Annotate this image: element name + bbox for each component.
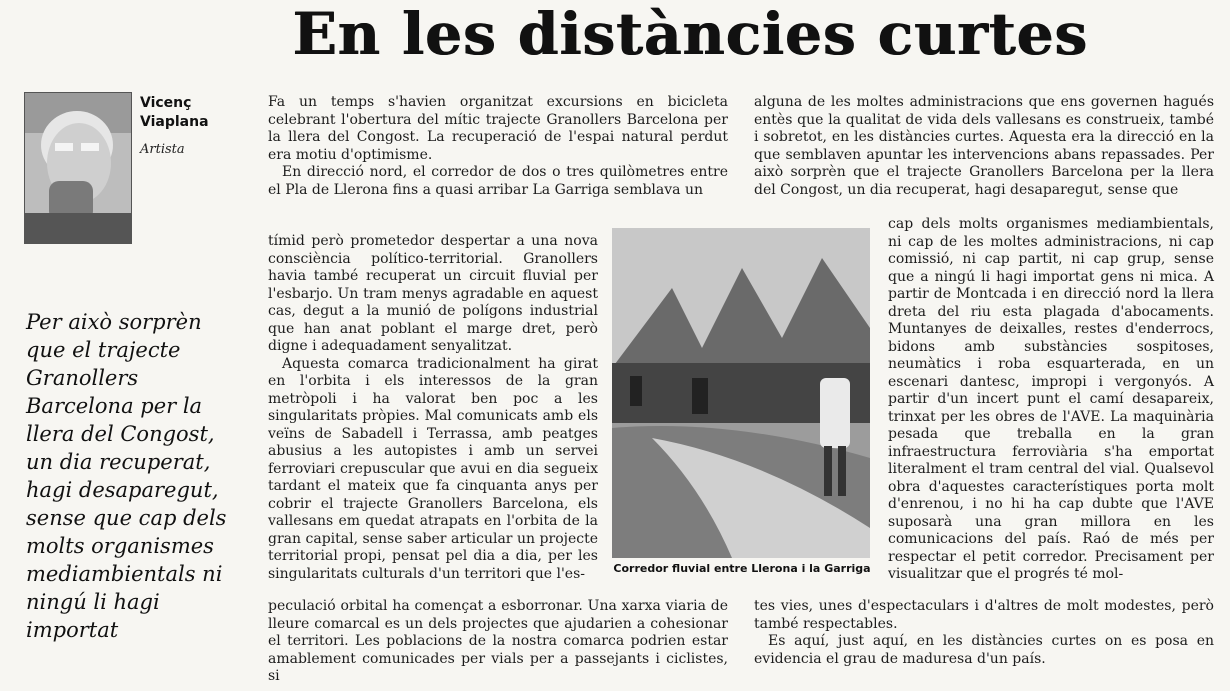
paragraph: Fa un temps s'havien organitzat excursions en bicicleta celebrant l'obertura del mític trajecte Granollers Barcelona per la llera del Congost. La recuperació de l'espai natural perdut era motiu d'optimisme. <box>268 94 728 163</box>
paragraph: Es aquí, just aquí, en les distàncies curtes on es posa en evidencia el grau de maduresa d'un país. <box>754 633 1214 667</box>
author-photo <box>24 92 132 244</box>
river-path-image <box>612 228 870 558</box>
paragraph: alguna de les moltes administracions que ens governen hagués entès que la qualitat de vida dels vallesans es construeix, també i sobretot, en les distàncies curtes. Aquesta era la direcció en la que semblaven apuntar les intervencions abans repassades. Per això sorprèn que el trajecte Granollers Barcelona per la llera del Congost, un dia recuperat, hagi desaparegut, sense que <box>754 94 1214 198</box>
author-first-name: Vicenç <box>140 95 192 111</box>
paragraph: En direcció nord, el corredor de dos o tres quilòmetres entre el Pla de Llerona fins a quasi arribar La Garriga semblava un <box>268 164 728 198</box>
paragraph: Aquesta comarca tradicionalment ha girat en l'orbita i els interessos de la gran metròpoli i ha valorat ben poc a les singularitats pròpies. Mal comunicats amb els veïns de Sabadell i Terrassa, amb peatges abusius a les autopistes i amb un servei ferroviari crepuscular que avui en dia segueix tardant el mateix que fa cinquanta anys per cobrir el trajecte Granollers Barcelona, els vallesans em quedat atrapats en l'orbita de la gran capital, sense saber articular un projecte territorial propi, pensat pel dia a dia, per les singularitats culturals d'un territori que l'es- <box>268 355 598 582</box>
column-3-top <box>754 94 1214 199</box>
column-2-bottom <box>268 598 728 686</box>
photo-caption: Corredor fluvial entre Llerona i la Garriga <box>613 562 871 575</box>
column-2-narrow <box>268 233 598 583</box>
headline: En les distàncies curtes <box>292 0 1088 68</box>
paragraph: tímid però prometedor despertar a una nova consciència político-territorial. Granollers havia també recuperat un circuit fluvial per l'esbarjo. Un tram menys agradable en aquest cas, degut a la munió de polígons industrial que han anat poblant el marge dret, però digne i adequadament senyalitzat. <box>268 233 598 354</box>
column-3-bottom <box>754 598 1214 668</box>
author-last-name: Viaplana <box>140 114 209 130</box>
author-role: Artista <box>140 142 185 157</box>
paragraph: tes vies, unes d'espectaculars i d'altres de molt modestes, però també respectables. <box>754 598 1214 632</box>
paragraph: cap dels molts organismes mediambientals, ni cap de les moltes administracions, ni cap comissió, ni cap partit, ni cap grup, sense que a ningú li hagi importat gens ni mica. A partir de Montcada i en direcció nord la llera dreta del riu esta plagada d'abocaments. Muntanyes de deixalles, restes d'enderrocs, bidons amb substàncies sospitoses, neumàtics i roba esquarterada, en un escenari dantesc, impropi i vergonyós. A partir d'un incert punt el camí desapareix, trinxat per les obres de l'AVE. La maquinària pesada que treballa en la gran infraestructura ferroviària s'ha emportat literalment el tram central del vial. Qualsevol obra d'aquestes característiques porta molt d'enrenou, i no hi ha cap dubte que l'AVE suposarà una gran millora en les comunicacions del país. Raó de més per respectar el petit corredor. Precisament per visualitzar que el progrés té mol- <box>888 216 1214 582</box>
paragraph: peculació orbital ha començat a esborronar. Una xarxa viaria de lleure comarcal es un dels projectes que ajudarien a cohesionar el territori. Les poblacions de la nostra comarca podrien estar amablement comunicades per vials per a passejants i ciclistes, si <box>268 598 728 684</box>
author-name <box>140 94 209 132</box>
column-2-top <box>268 94 728 199</box>
pull-quote: Per això sorprèn que el trajecte Granollers Barcelona per la llera del Congost, un dia recuperat, hagi desaparegut, sense que cap dels molts organismes mediambientals ni ningú li hagi importat <box>26 310 227 642</box>
column-3-narrow <box>888 216 1214 584</box>
article-photo <box>612 228 870 558</box>
author-portrait-image <box>25 93 131 243</box>
